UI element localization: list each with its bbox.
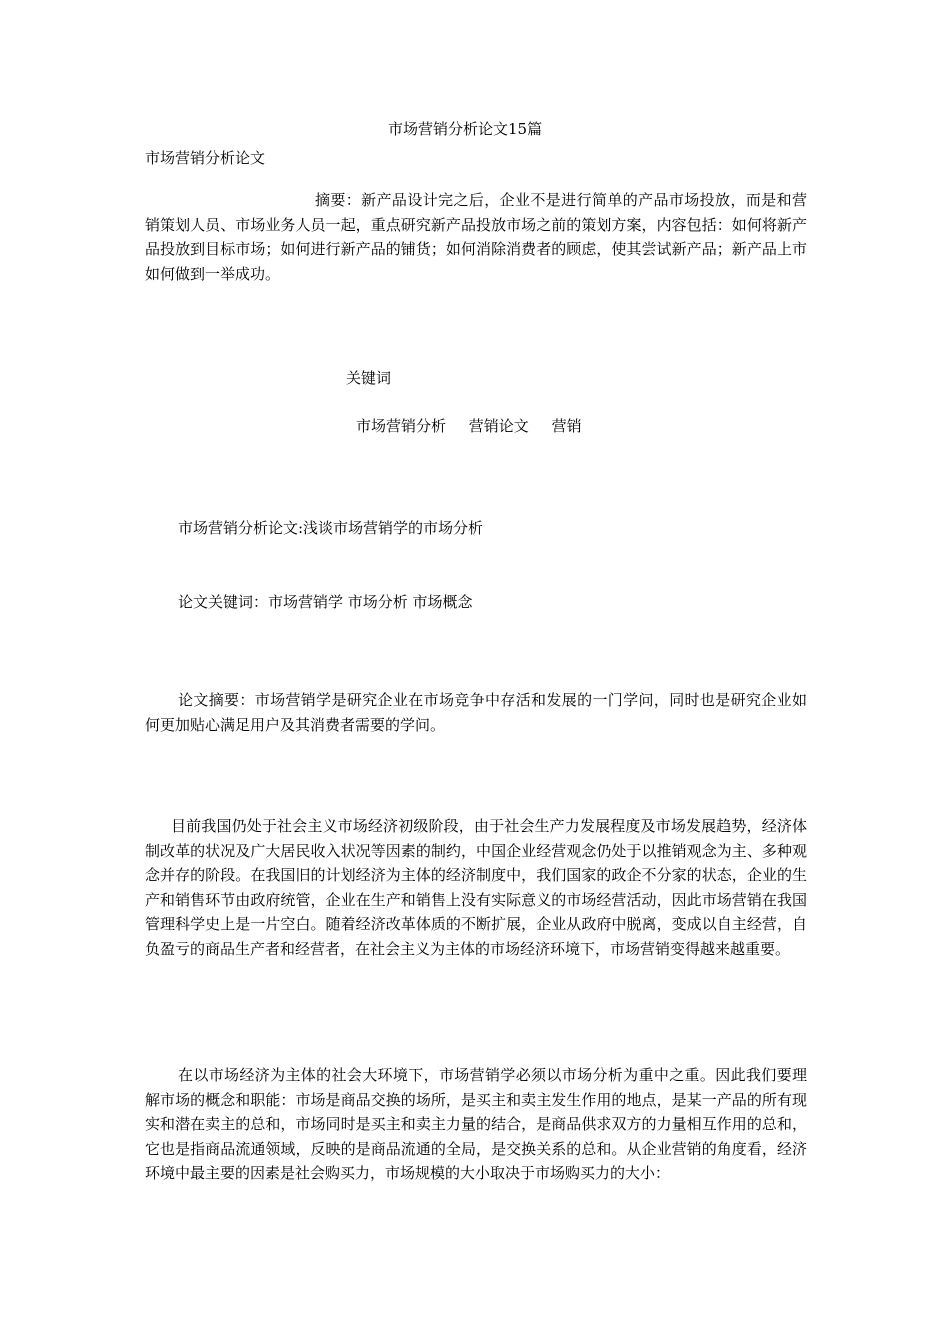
article-keywords: 论文关键词：市场营销学 市场分析 市场概念 (178, 593, 473, 611)
keyword-item: 营销论文 (468, 417, 529, 435)
keyword-item: 营销 (551, 417, 582, 435)
document-title: 市场营销分析论文15篇 (388, 120, 543, 138)
keywords-label: 关键词 (346, 369, 392, 387)
body-paragraph: 目前我国仍处于社会主义市场经济初级阶段，由于社会生产力发展程度及市场发展趋势，经济体制改革的状况及广大居民收入状况等因素的制约，中国企业经营观念仍处于以推销观念为主、多种观念并存的阶段。在我国旧的计划经济为主体的经济制度中，我们国家的政企不分家的状态，企业的生产和销售环节由政府统管，企业在生产和销售上没有实际意义的市场经营活动，因此市场营销在我国管理科学史上是一片空白。随着经济改革体质的不断扩展，企业从政府中脱离，变成以自主经营，自负盈亏的商品生产者和经营者，在社会主义为主体的市场经济环境下，市场营销变得越来越重要。 (145, 817, 807, 958)
keywords-list (356, 414, 600, 438)
article-abstract: 论文摘要：市场营销学是研究企业在市场竞争中存活和发展的一门学问，同时也是研究企业如何更加贴心满足用户及其消费者需要的学问。 (145, 691, 807, 734)
keyword-item: 市场营销分析 (356, 417, 447, 435)
article-title: 市场营销分析论文:浅谈市场营销学的市场分析 (178, 519, 484, 537)
document-subtitle: 市场营销分析论文 (145, 149, 266, 167)
body-paragraph: 在以市场经济为主体的社会大环境下，市场营销学必须以市场分析为重中之重。因此我们要理解市场的概念和职能：市场是商品交换的场所，是买主和卖主发生作用的地点，是某一产品的所有现实和潜在卖主的总和，市场同时是买主和卖主力量的结合，是商品供求双方的力量相互作用的总和，它也是指商品流通领域，反映的是商品流通的全局，是交换关系的总和。从企业营销的角度看，经济环境中最主要的因素是社会购买力，市场规模的大小取决于市场购买力的大小： (145, 1066, 807, 1182)
abstract-paragraph: 摘要：新产品设计完之后，企业不是进行简单的产品市场投放，而是和营销策划人员、市场业务人员一起，重点研究新产品投放市场之前的策划方案，内容包括：如何将新产品投放到目标市场；如何进行新产品的铺货；如何消除消费者的顾虑，使其尝试新产品；新产品上市如何做到一举成功。 (145, 191, 807, 283)
